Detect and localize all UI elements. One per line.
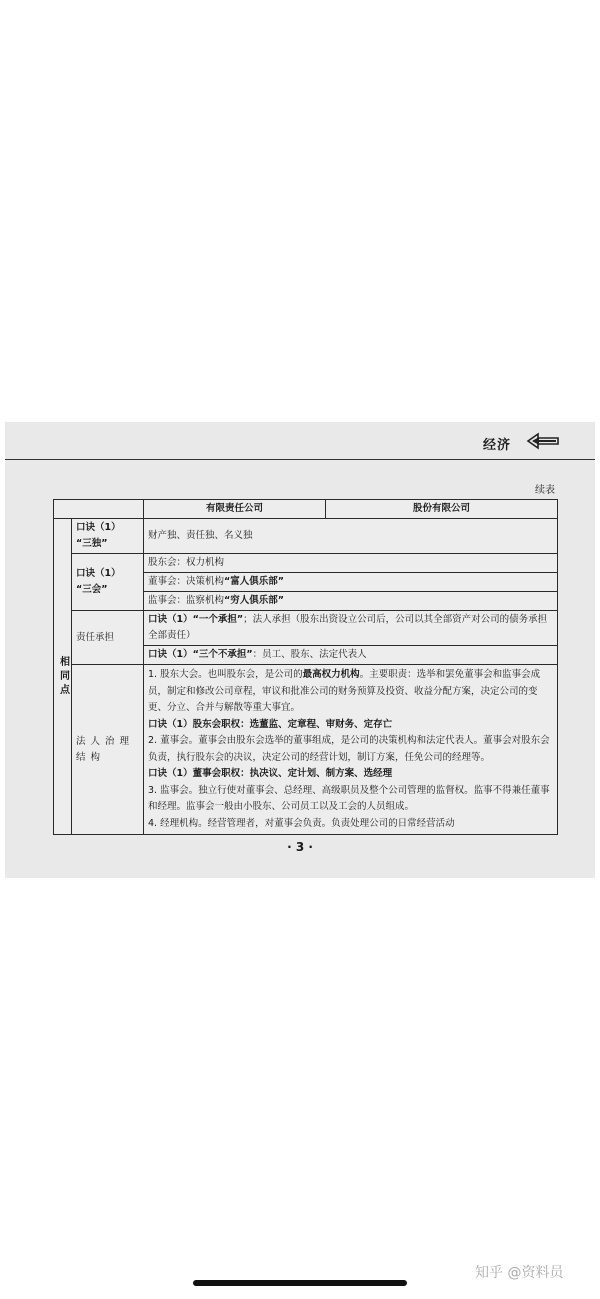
continued-label: 续表 — [535, 485, 555, 496]
governance-item: 1. 股东大会。也叫股东会，是公司的最高权力机构。主要职责：选举和罢免董事会和监事会成员，制定和修改公司章程，审议和批准公司的财务预算及投资、收益分配方案，决定公司的变更、分立、合并与解散等重大事宜。 — [148, 669, 541, 713]
row-content: 监事会：监察机构“穷人俱乐部” — [144, 592, 558, 611]
column-header-llc: 有限责任公司 — [144, 500, 326, 519]
comparison-table — [53, 499, 558, 835]
row-content: 董事会：决策机构“富人俱乐部” — [144, 573, 558, 592]
row-category-three-independence — [72, 519, 144, 554]
governance-mnemonic: 口诀（1）股东会职权：选董监、定章程、审财务、定存亡 — [148, 718, 393, 730]
row-content: 财产独、责任独、名义独 — [144, 519, 558, 554]
category-line: “三会” — [76, 584, 108, 595]
row-content: 股东会：权力机构 — [144, 554, 558, 573]
header-divider — [5, 459, 595, 460]
home-indicator[interactable] — [193, 1280, 407, 1286]
table-row — [54, 611, 558, 646]
table-row — [54, 519, 558, 554]
header-blank-cell — [54, 500, 144, 519]
same-points-label: 相同点 — [54, 519, 72, 835]
row-content-governance — [144, 665, 558, 835]
governance-item: 4. 经理机构。经营管理者，对董事会负责。负责处理公司的日常经营活动 — [148, 817, 455, 829]
table-row — [54, 554, 558, 573]
page-number: · 3 · — [287, 840, 313, 854]
row-category-governance: 法人治理结构 — [72, 665, 144, 835]
category-line: 口诀（1） — [76, 522, 121, 533]
row-content: 口诀（1）“三个不承担”：员工、股东、法定代表人 — [144, 646, 558, 665]
category-line: 口诀（1） — [76, 568, 121, 579]
arrow-left-icon — [526, 432, 560, 450]
table-header-row — [54, 500, 558, 519]
watermark: 知乎 @资料员 — [475, 1265, 564, 1281]
governance-mnemonic: 口诀（1）董事会职权：执决议、定计划、制方案、选经理 — [148, 768, 393, 779]
document-page — [5, 422, 595, 878]
row-category-three-boards — [72, 554, 144, 611]
column-header-jsc: 股份有限公司 — [326, 500, 558, 519]
chapter-title: 经济 — [483, 438, 512, 453]
row-content: 口诀（1）“一个承担”；法人承担（股东出资设立公司后，公司以其全部资产对公司的债务承担全部责任） — [144, 611, 558, 646]
category-line: “三独” — [76, 538, 108, 549]
governance-item: 2. 董事会。董事会由股东会选举的董事组成，是公司的决策机构和法定代表人。董事会对股东会负责，执行股东会的决议，决定公司的经营计划，制订方案，任免公司的经理等。 — [148, 735, 550, 763]
table-row — [54, 665, 558, 835]
governance-item: 3. 监事会。独立行使对董事会、总经理、高级职员及整个公司管理的监督权。监事不得兼任董事和经理。监事会一般由小股东、公司员工以及工会的人员组成。 — [148, 784, 550, 812]
row-category-liability: 责任承担 — [72, 611, 144, 665]
